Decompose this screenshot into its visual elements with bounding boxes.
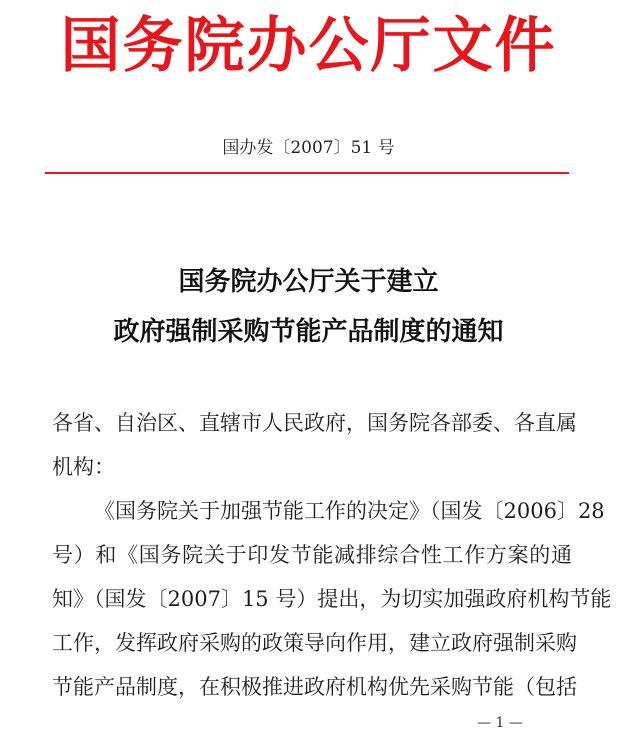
document-header-title: 国务院办公厅文件 — [60, 11, 557, 81]
page-number: — 1 — — [477, 715, 523, 731]
notice-title-line-2: 政府强制采购节能产品制度的通知 — [113, 317, 504, 347]
salutation-line-1: 各省、自治区、直辖市人民政府，国务院各部委、各直属 — [52, 411, 577, 435]
body-paragraph-line: 知》（国发〔2007〕15 号）提出，为切实加强政府机构节能 — [52, 587, 612, 611]
red-divider-rule — [45, 172, 569, 174]
body-paragraph-line: 《国务院关于加强节能工作的决定》（国发〔2006〕28 — [94, 499, 605, 523]
body-paragraph-line: 工作，发挥政府采购的政策导向作用，建立政府强制采购 — [52, 631, 577, 655]
document-number: 国办发〔2007〕51 号 — [222, 138, 395, 158]
body-paragraph-line: 号）和《国务院关于印发节能减排综合性工作方案的通 — [52, 543, 572, 567]
salutation-line-2: 机构： — [52, 455, 115, 479]
notice-title-line-1: 国务院办公厅关于建立 — [178, 267, 439, 297]
body-paragraph-line: 节能产品制度，在积极推进政府机构优先采购节能（包括 — [52, 675, 577, 699]
